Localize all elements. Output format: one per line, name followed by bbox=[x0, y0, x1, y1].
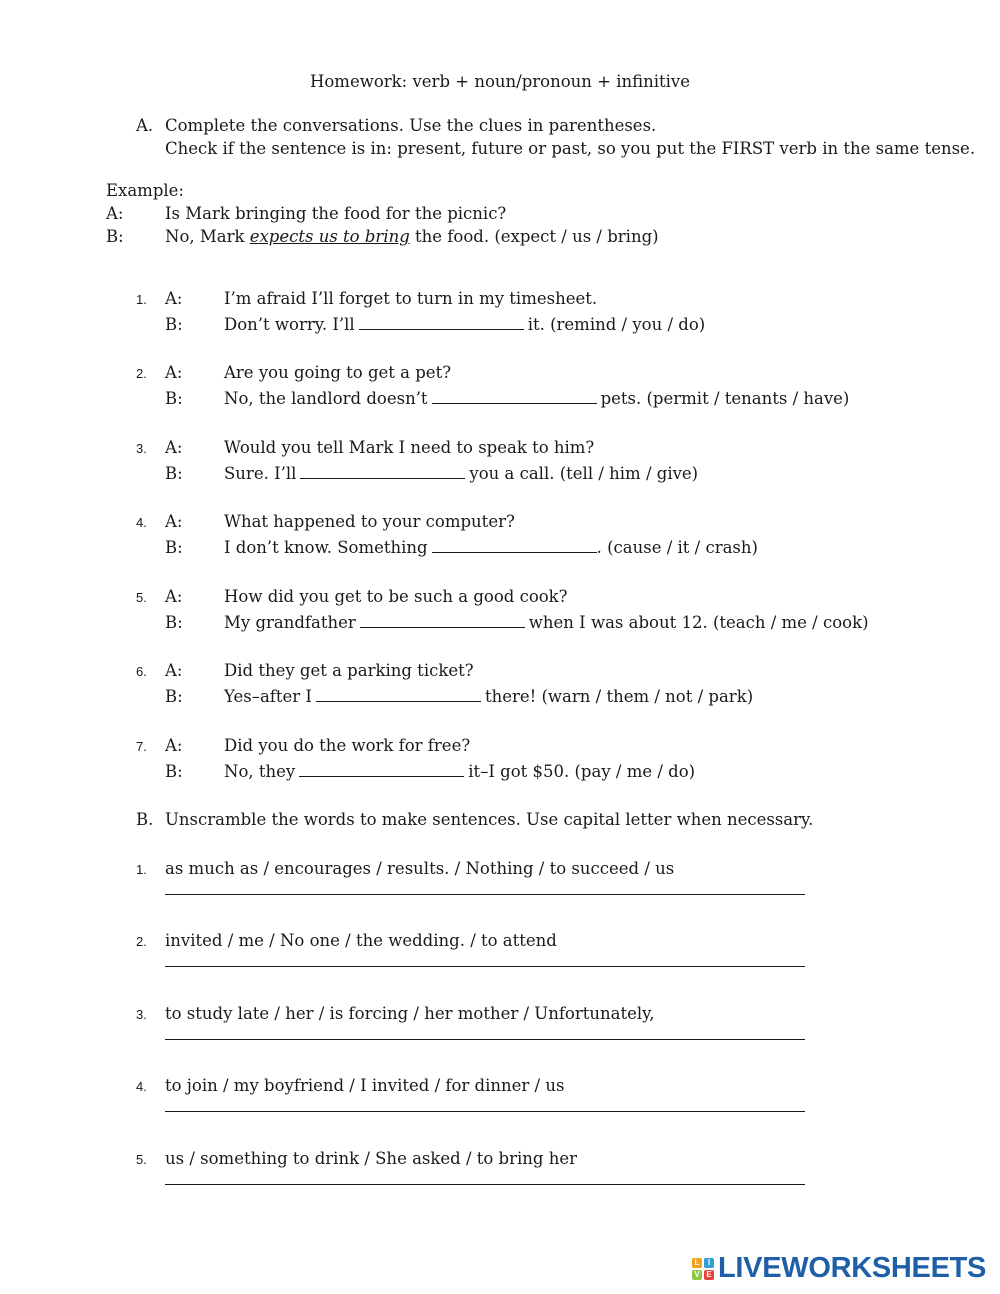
item-b-label: B: bbox=[165, 613, 183, 632]
item-number: 7. bbox=[136, 739, 147, 754]
item-a-label: A: bbox=[165, 438, 183, 457]
item-b-sentence bbox=[224, 464, 698, 483]
item-a-text: What happened to your computer? bbox=[224, 512, 515, 531]
answer-line[interactable] bbox=[165, 894, 805, 895]
item-b-post: there! (warn / them / not / park) bbox=[484, 687, 754, 706]
answer-line[interactable] bbox=[165, 1039, 805, 1040]
item-number: 5. bbox=[136, 590, 147, 605]
item-b-post: it. (remind / you / do) bbox=[527, 315, 706, 334]
logo-block: L bbox=[692, 1258, 702, 1268]
logo-blocks bbox=[692, 1258, 714, 1280]
answer-blank[interactable] bbox=[432, 551, 597, 553]
liveworksheets-logo bbox=[692, 1252, 986, 1285]
item-b-post: . (cause / it / crash) bbox=[596, 538, 758, 557]
answer-blank[interactable] bbox=[316, 700, 481, 702]
example-a-label: A: bbox=[106, 204, 124, 223]
logo-block: E bbox=[704, 1270, 714, 1280]
answer-line[interactable] bbox=[165, 1184, 805, 1185]
example-b-label: B: bbox=[106, 227, 124, 246]
section-b-instruction: Unscramble the words to make sentences. Use capital letter when necessary. bbox=[165, 810, 814, 829]
logo-block: I bbox=[704, 1258, 714, 1268]
item-a-text: Would you tell Mark I need to speak to him? bbox=[224, 438, 595, 457]
scramble-words: as much as / encourages / results. / Nothing / to succeed / us bbox=[165, 859, 675, 878]
item-a-label: A: bbox=[165, 736, 183, 755]
logo-block: V bbox=[692, 1270, 702, 1280]
item-b-pre: No, they bbox=[224, 762, 296, 781]
item-b-post: it–I got $50. (pay / me / do) bbox=[468, 762, 696, 781]
answer-blank[interactable] bbox=[300, 477, 465, 479]
item-b-sentence bbox=[224, 389, 849, 408]
answer-blank[interactable] bbox=[432, 402, 597, 404]
item-number: 4. bbox=[136, 515, 147, 530]
logo-text: LIVEWORKSHEETS bbox=[718, 1252, 987, 1284]
item-number: 1. bbox=[136, 292, 147, 307]
scramble-words: invited / me / No one / the wedding. / to attend bbox=[165, 931, 557, 950]
scramble-words: to study late / her / is forcing / her mother / Unfortunately, bbox=[165, 1004, 655, 1023]
item-a-text: I’m afraid I’ll forget to turn in my timesheet. bbox=[224, 289, 598, 308]
item-b-sentence bbox=[224, 687, 753, 706]
example-a-text: Is Mark bringing the food for the picnic? bbox=[165, 204, 507, 223]
answer-line[interactable] bbox=[165, 1111, 805, 1112]
scramble-number: 2. bbox=[136, 934, 147, 949]
item-number: 6. bbox=[136, 664, 147, 679]
item-a-label: A: bbox=[165, 587, 183, 606]
item-b-label: B: bbox=[165, 389, 183, 408]
item-b-label: B: bbox=[165, 762, 183, 781]
item-b-pre: No, the landlord doesn’t bbox=[224, 389, 428, 408]
example-b-post: the food. (expect / us / bring) bbox=[409, 227, 659, 246]
item-b-pre: I don’t know. Something bbox=[224, 538, 428, 557]
answer-blank[interactable] bbox=[299, 775, 464, 777]
item-number: 2. bbox=[136, 366, 147, 381]
scramble-number: 5. bbox=[136, 1152, 147, 1167]
item-number: 3. bbox=[136, 441, 147, 456]
example-label: Example: bbox=[106, 181, 184, 200]
answer-blank[interactable] bbox=[359, 328, 524, 330]
page-title: Homework: verb + noun/pronoun + infinitive bbox=[309, 72, 691, 91]
item-b-sentence bbox=[224, 613, 869, 632]
item-a-label: A: bbox=[165, 512, 183, 531]
item-b-pre: Sure. I’ll bbox=[224, 464, 297, 483]
answer-blank[interactable] bbox=[360, 626, 525, 628]
item-b-sentence bbox=[224, 315, 705, 334]
example-b-sentence bbox=[165, 227, 659, 246]
item-a-label: A: bbox=[165, 363, 183, 382]
scramble-words: us / something to drink / She asked / to bring her bbox=[165, 1149, 578, 1168]
item-b-label: B: bbox=[165, 464, 183, 483]
item-b-sentence bbox=[224, 538, 758, 557]
item-b-post: pets. (permit / tenants / have) bbox=[600, 389, 850, 408]
item-b-pre: Don’t worry. I’ll bbox=[224, 315, 355, 334]
section-b-letter: B. bbox=[136, 810, 154, 829]
item-a-text: How did you get to be such a good cook? bbox=[224, 587, 568, 606]
scramble-number: 3. bbox=[136, 1007, 147, 1022]
item-a-label: A: bbox=[165, 289, 183, 308]
answer-line[interactable] bbox=[165, 966, 805, 967]
item-b-label: B: bbox=[165, 687, 183, 706]
item-b-pre: My grandfather bbox=[224, 613, 356, 632]
item-a-text: Did they get a parking ticket? bbox=[224, 661, 474, 680]
scramble-words: to join / my boyfriend / I invited / for dinner / us bbox=[165, 1076, 565, 1095]
item-b-pre: Yes–after I bbox=[224, 687, 312, 706]
scramble-number: 4. bbox=[136, 1079, 147, 1094]
example-b-pre: No, Mark bbox=[165, 227, 250, 246]
item-b-post: you a call. (tell / him / give) bbox=[469, 464, 699, 483]
section-a-instruction-2: Check if the sentence is in: present, future or past, so you put the FIRST verb in the same tense. bbox=[165, 139, 976, 158]
item-b-sentence bbox=[224, 762, 695, 781]
example-b-answer: expects us to bring bbox=[249, 227, 410, 246]
item-a-label: A: bbox=[165, 661, 183, 680]
section-a-instruction-1: Complete the conversations. Use the clues in parentheses. bbox=[165, 116, 657, 135]
item-a-text: Did you do the work for free? bbox=[224, 736, 471, 755]
item-b-label: B: bbox=[165, 315, 183, 334]
item-b-post: when I was about 12. (teach / me / cook) bbox=[528, 613, 869, 632]
item-b-label: B: bbox=[165, 538, 183, 557]
section-a-letter: A. bbox=[136, 116, 154, 135]
item-a-text: Are you going to get a pet? bbox=[224, 363, 452, 382]
scramble-number: 1. bbox=[136, 862, 147, 877]
